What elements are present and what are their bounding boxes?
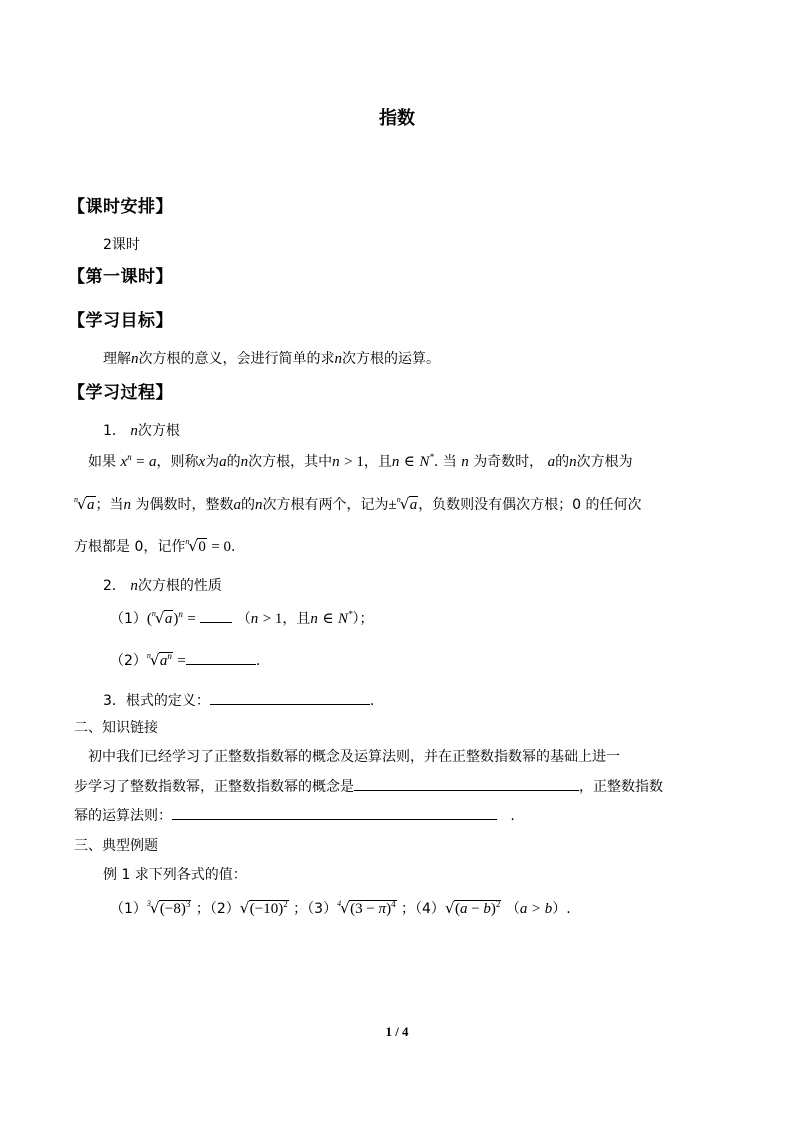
heading-lesson1: 【第一课时】: [68, 267, 173, 287]
goal-text: 理解n次方根的意义，会进行简单的求n次方根的运算。: [103, 351, 440, 367]
heading-process: 【学习过程】: [68, 383, 173, 403]
knowledge-line1: 初中我们已经学习了正整数指数幂的概念及运算法则，并在正整数指数幂的基础上进一: [88, 749, 620, 765]
page-title: 指数: [379, 108, 415, 129]
answer-blank-1[interactable]: [200, 608, 232, 623]
item1-line3: 方根都是 0，记作$^n$√ 0 = 0.: [74, 536, 235, 556]
answer-blank-4[interactable]: [354, 776, 579, 791]
heading-schedule: 【课时安排】: [68, 197, 173, 217]
page-number: 1 / 4: [385, 1024, 409, 1039]
item2-title: 2． n次方根的性质: [103, 578, 222, 594]
item2-q1: （1）($^n$√ a)$^n$ = （n > 1，且n ∈ N*）；: [110, 608, 373, 628]
knowledge-line2: 步学习了整数指数幂，正整数指数幂的概念是 ，正整数指数: [74, 776, 663, 796]
heading-examples: 三、典型例题: [74, 838, 158, 854]
knowledge-line3: 幂的运算法则： .: [74, 805, 515, 825]
item1-line1: 如果 $x^n = a$，则称x为a的n次方根，其中n > 1，且n ∈ N*. 当 n 为奇数时， a的n次方根为: [88, 452, 633, 470]
item2-q2: $(2)^n√$ $a^n$ = .: [110, 650, 260, 670]
item1-line2: $^n$√ a；当n 为偶数时，整数a的n次方根有两个，记为±$^n$√ a，负数则没有偶次方根；0 的任何次: [74, 494, 642, 514]
item1-title: 1． n次方根: [103, 423, 180, 439]
answer-blank-2[interactable]: [186, 650, 256, 665]
heading-knowledge: 二、知识链接: [74, 720, 158, 736]
heading-goal: 【学习目标】: [68, 311, 173, 331]
answer-blank-3[interactable]: [210, 690, 370, 705]
example1-items: $(1)^3√$ $(-8)^3$ ；（2）√ $(-10)^2$ ；$(3)^4√$ $(3 - \pi)^4$ ；（4）√ $(a - b)^2$ （a > b）.: [110, 898, 571, 918]
example1-label: 例 1 求下列各式的值：: [103, 867, 247, 883]
item3-line: 3．根式的定义： .: [103, 690, 374, 710]
answer-blank-5[interactable]: [172, 805, 497, 820]
schedule-value: 2课时: [103, 237, 140, 253]
